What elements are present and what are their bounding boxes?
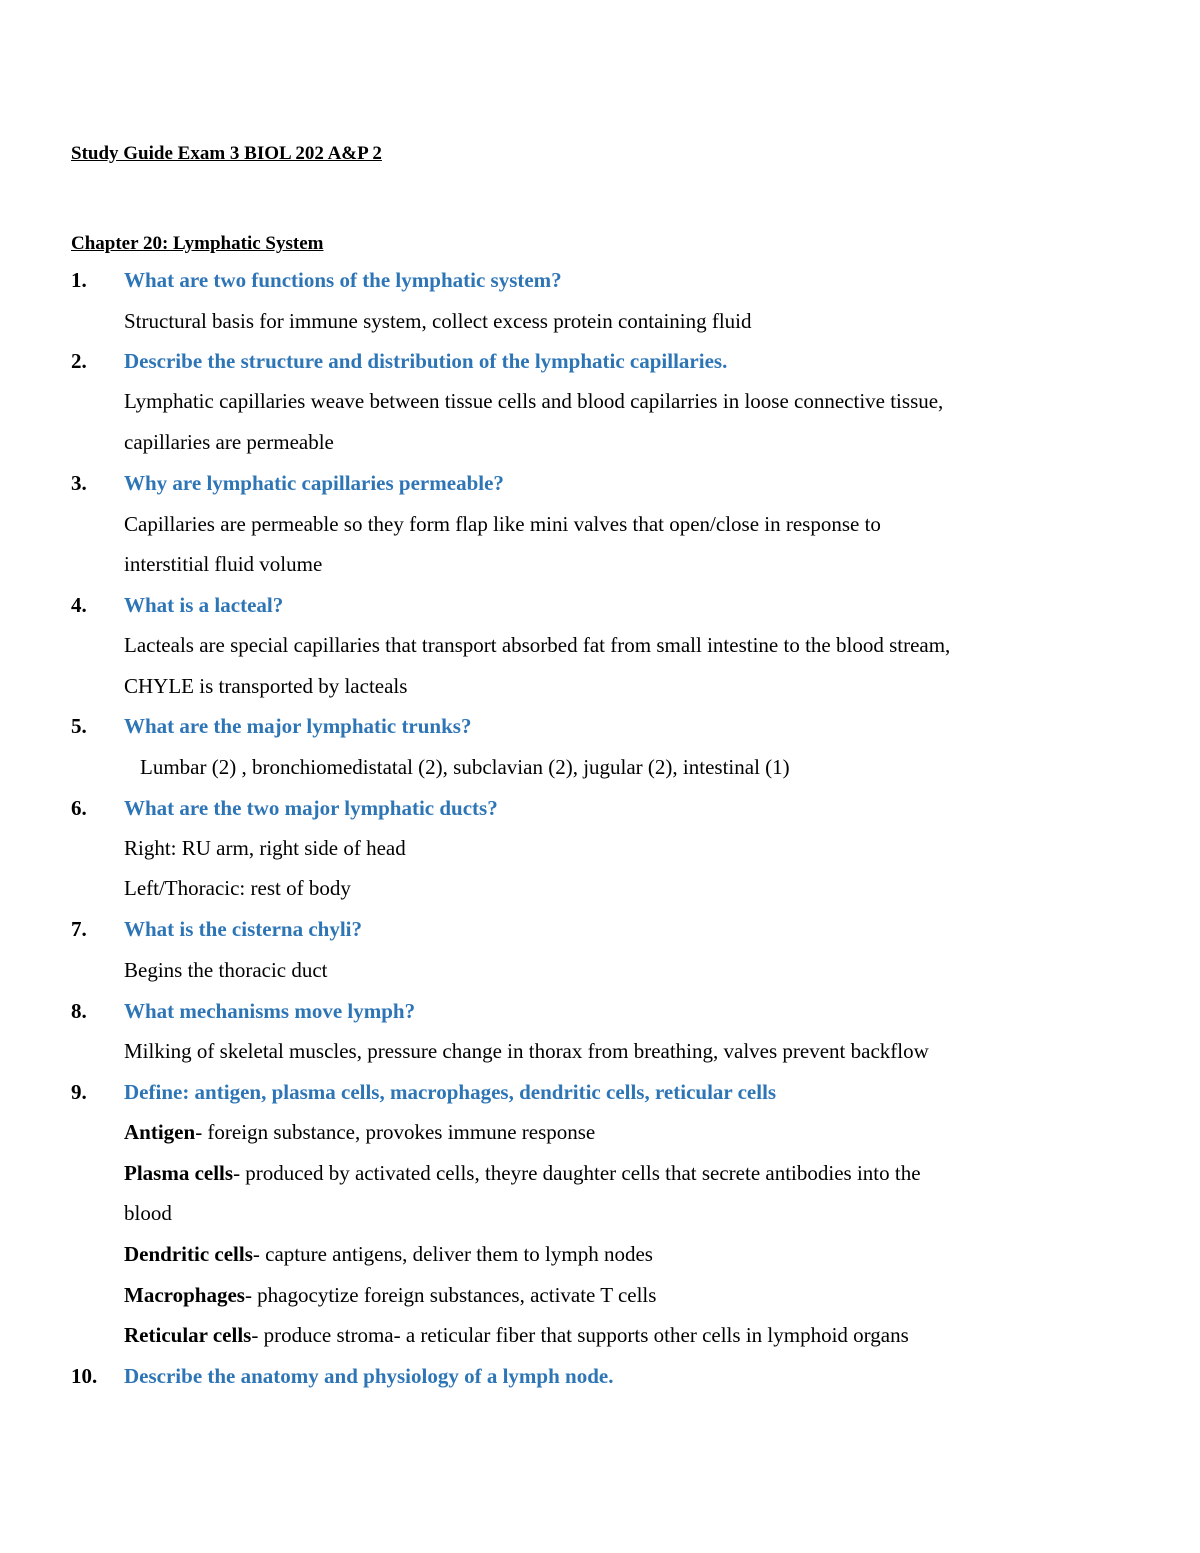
definition-line [124,1119,595,1145]
chapter-heading: Chapter 20: Lymphatic System [71,233,324,254]
definition-line [124,1241,653,1267]
answer-line: Capillaries are permeable so they form flap like mini valves that open/close in response to [124,512,881,536]
question-number: 10. [71,1364,98,1388]
definition-text: - produce stroma- a reticular fiber that supports other cells in lymphoid organs [251,1323,909,1347]
question-text: What is the cisterna chyli? [124,917,362,941]
question-text: Why are lymphatic capillaries permeable? [124,471,504,495]
answer-line: CHYLE is transported by lacteals [124,674,408,698]
definition-text: - phagocytize foreign substances, activate T cells [244,1283,657,1307]
definition-term: Antigen [124,1120,196,1144]
question-number: 6. [71,796,87,820]
answer-line: Lacteals are special capillaries that transport absorbed fat from small intestine to the blood stream, [124,633,951,657]
definition-line [124,1200,172,1226]
answer-line: Right: RU arm, right side of head [124,836,406,860]
definition-line [124,1282,656,1308]
answer-line: interstitial fluid volume [124,552,323,576]
question-number: 9. [71,1080,87,1104]
question-number: 4. [71,593,87,617]
definition-text: blood [124,1201,172,1225]
definition-line [124,1160,921,1186]
question-text: What is a lacteal? [124,593,284,617]
question-number: 5. [71,714,87,738]
question-text: What are the two major lymphatic ducts? [124,796,498,820]
answer-line: Structural basis for immune system, collect excess protein containing fluid [124,309,752,333]
question-number: 8. [71,999,87,1023]
question-number: 1. [71,268,87,292]
question-text: What are two functions of the lymphatic system? [124,268,562,292]
question-number: 3. [71,471,87,495]
question-text: Describe the anatomy and physiology of a lymph node. [124,1364,614,1388]
answer-line: Left/Thoracic: rest of body [124,876,351,900]
definition-term: Dendritic cells [124,1242,253,1266]
question-number: 2. [71,349,87,373]
definition-line [124,1322,909,1348]
definition-term: Plasma cells [124,1161,234,1185]
document-title: Study Guide Exam 3 BIOL 202 A&P 2 [71,143,382,164]
question-text: Describe the structure and distribution of the lymphatic capillaries. [124,349,728,373]
question-number: 7. [71,917,87,941]
definition-text: - foreign substance, provokes immune response [195,1120,596,1144]
answer-line: Lymphatic capillaries weave between tissue cells and blood capilarries in loose connective tissue, [124,389,944,413]
definition-term: Macrophages [124,1283,245,1307]
answer-line: Lumbar (2) , bronchiomedistatal (2), subclavian (2), jugular (2), intestinal (1) [140,755,790,779]
answer-line: Begins the thoracic duct [124,958,328,982]
question-text: Define: antigen, plasma cells, macrophages, dendritic cells, reticular cells [124,1080,777,1104]
definition-text: - produced by activated cells, theyre daughter cells that secrete antibodies into the [233,1161,921,1185]
question-text: What are the major lymphatic trunks? [124,714,472,738]
answer-line: capillaries are permeable [124,430,334,454]
definition-term: Reticular cells [124,1323,252,1347]
answer-line: Milking of skeletal muscles, pressure change in thorax from breathing, valves prevent backflow [124,1039,929,1063]
definition-text: - capture antigens, deliver them to lymph nodes [252,1242,653,1266]
question-text: What mechanisms move lymph? [124,999,416,1023]
